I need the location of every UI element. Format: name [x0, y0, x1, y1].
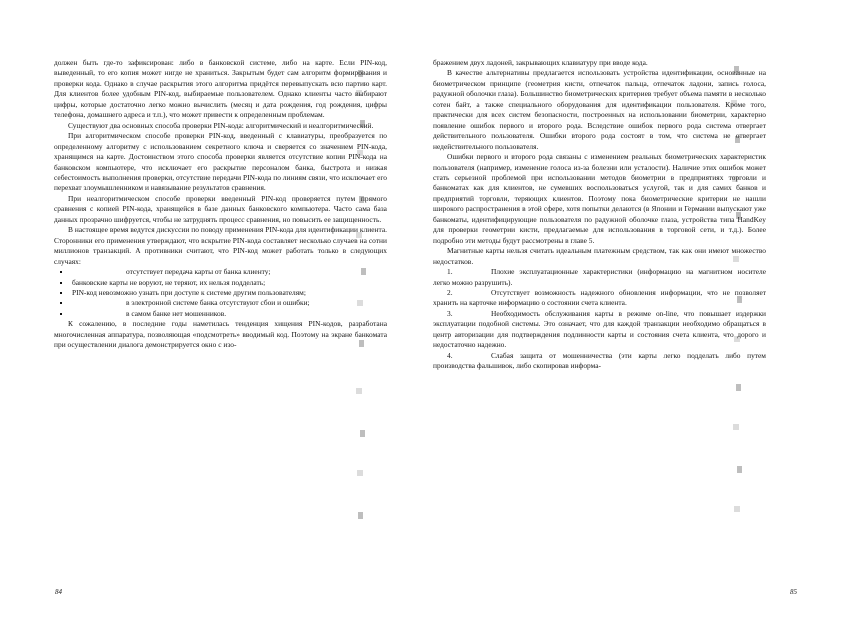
paragraph-left-1: должен быть где-то зафиксирован: либо в банковской системе, либо на карте. Если PIN-код, выведенный, то его копия может нигде не храниться. Закрытым будет сам алгоритм формирования и проверки кода. Однако в случае раскрытия этого алгоритма придётся перевыпускать всю партию карт. Для клиентов более удобным PIN-код, выбираемые пользователем. Однако клиенты часто выбирают цифры, которые достаточно легко можно вычислить (месяц и дата рождения, год рождения, цифры телефона, домашнего адреса и т.п.), что может привести к определенным проблемам. — [54, 58, 387, 120]
scan-artifact — [734, 506, 740, 512]
bullet-square-icon — [60, 271, 62, 273]
bullet-square-icon — [60, 313, 62, 315]
list-item-label: Отсутствует возможность надежного обновления информации, что не позволяет хранить на карточке информацию о состоянии счета клиента. — [433, 287, 766, 308]
list-item-label: отсутствует передача карты от банка клиенту; — [126, 267, 271, 277]
list-item — [433, 267, 766, 288]
bullet-list — [54, 267, 387, 319]
paragraph-left-4: При неалгоритмическом способе проверки введенный PIN-код проверяется путем прямого сравнения с копией PIN-кода, хранящейся в базе данных банковского компьютера. Часто сама база данных прозрачно шифруется, чтобы не затруднять процесс сравнения, но повысить ее защищенность. — [54, 193, 387, 224]
list-item — [54, 298, 387, 308]
list-item-label: Плохие эксплуатационные характеристики (информацию на магнитном носителе легко можно разрушить). — [433, 267, 766, 287]
paragraph-left-3: При алгоритмическом способе проверки PIN-код, введенный с клавиатуры, преобразуется по определенному алгоритму с использованием секретного ключа и сверяется со значением PIN-кода, хранящимся на карте. Достоинством этого способа проверки является отсутствие копии PIN-кода на банковском компьютере, что исключает его раскрытие персоналом банка, быстрота и низкая себестоимость выполнения проверки, отсутствие передачи PIN-кода по линиям связи, что исключает его перехват злоумышленником и навязывание результатов сравнения. — [54, 131, 387, 193]
list-item-label: банковские карты не воруют, не теряют, их нельзя подделать; — [72, 277, 266, 287]
bullet-square-icon — [60, 292, 62, 294]
paragraph-left-5: В настоящее время ведутся дискуссии по поводу применения PIN-кода для идентификации клиента. Сторонники его применения утверждают, что вскрытие PIN-кода составляет несколько случаев на сотни миллионов транзакций. А противники считают, что PIN-код может работать только в следующих случаях: — [54, 225, 387, 266]
scan-artifact — [737, 466, 742, 473]
list-item — [54, 309, 387, 319]
scan-artifact — [356, 388, 362, 394]
two-column-spread — [0, 58, 849, 372]
left-column — [54, 58, 387, 372]
list-item — [433, 309, 766, 351]
list-item-number: 3. — [447, 308, 453, 318]
page-number-right: 85 — [790, 588, 797, 596]
list-item-label: PIN-код невозможно узнать при доступе к системе другим пользователям; — [72, 287, 306, 297]
list-item-number: 1. — [447, 267, 453, 277]
right-column — [433, 58, 766, 372]
bullet-square-icon — [60, 282, 62, 284]
list-item — [433, 351, 766, 372]
paragraph-right-4: Магнитные карты нельзя считать идеальным платежным средством, так как они имеют множество недостатков. — [433, 246, 766, 266]
paragraph-right-1: бражением двух ладоней, закрывающих клавиатуру при вводе кода. — [433, 58, 648, 67]
paragraph-right-2: В качестве альтернативы предлагается использовать устройства идентификации, основанные на биометрическом принципе (геометрия кисти, отпечаток пальца, отпечаток ладони, запись голоса, радужной оболочки глаза). Большинство биометрических критериев требует объема памяти в несколько сотен байт, а также специального оборудования для идентификации пользователя. Кроме того, практически для всех систем безопасности, построенных на использовании биометрии, характерно появление ошибок первого и второго рода. Вследствие ошибок первого рода система отвергает действительного пользователя. Ошибки второго рода состоят в том, что система не отвергает недействительного пользователя. — [433, 68, 766, 151]
list-item — [54, 288, 387, 298]
list-item-number: 4. — [447, 350, 453, 360]
bullet-square-icon — [60, 302, 62, 304]
numbered-list — [433, 267, 766, 372]
list-item — [433, 288, 766, 309]
list-item-label: в самом банке нет мошенников. — [126, 308, 227, 318]
scan-artifact — [360, 430, 365, 437]
scan-artifact — [358, 512, 363, 519]
scan-artifact — [357, 470, 363, 476]
page-number-left: 84 — [55, 588, 62, 596]
scan-artifact — [736, 384, 741, 391]
paragraph-right-3: Ошибки первого и второго рода связаны с изменением реальных биометрических характеристик пользователя (например, изменение голоса из-за болезни или усталости). Наличие этих ошибок может стать серьезной проблемой при использовании методов биометрии в предприятиях торговли и банкоматах как для клиентов, не сумевших воспользоваться услугой, так и для самих банков и предприятий торговли, теряющих клиентов. Поэтому пока биометрические критерии не нашли широкого распространения в этой сфере, хотя попытки делаются (в Японии и Германии выпускают уже банкоматы, идентифицирующие пользователя по радужной оболочке глаза, устройства типа HandKey для проверки геометрии кисти, предлагаемые для использования в торговой сети, и т.д.). Более подробно эти методы будут рассмотрены в главе 5. — [433, 152, 766, 245]
list-item — [54, 278, 387, 288]
list-item-label: в электронной системе банка отсутствуют сбои и ошибки; — [126, 298, 310, 308]
list-item — [54, 267, 387, 277]
paragraph-left-2: Существуют два основных способа проверки PIN-кода: алгоритмический и неалгоритмический. — [68, 120, 374, 130]
list-item-label: Необходимость обслуживания карты в режиме on-line, что повышает издержки эксплуатации подобной системы. Это означает, что для каждой транзакции необходимо обращаться в центр авторизации для подтверждения подлинности карты и состояния счета клиента, что дорого и недостаточно надежно. — [433, 308, 766, 350]
scan-artifact — [733, 424, 739, 430]
paragraph-left-closing: К сожалению, в последние годы наметилась тенденция хищения PIN-кодов, разработана многочисленная аппаратура, позволяющая «подсмотреть» вводимый код. Поэтому на экране банкомата при осуществлении диалога демонстрируется окно с изо- — [54, 319, 387, 350]
list-item-number: 2. — [447, 287, 453, 297]
list-item-label: Слабая защита от мошенничества (эти карты легко подделать либо путем производства фальшивок, либо скопировав информа- — [433, 350, 766, 371]
